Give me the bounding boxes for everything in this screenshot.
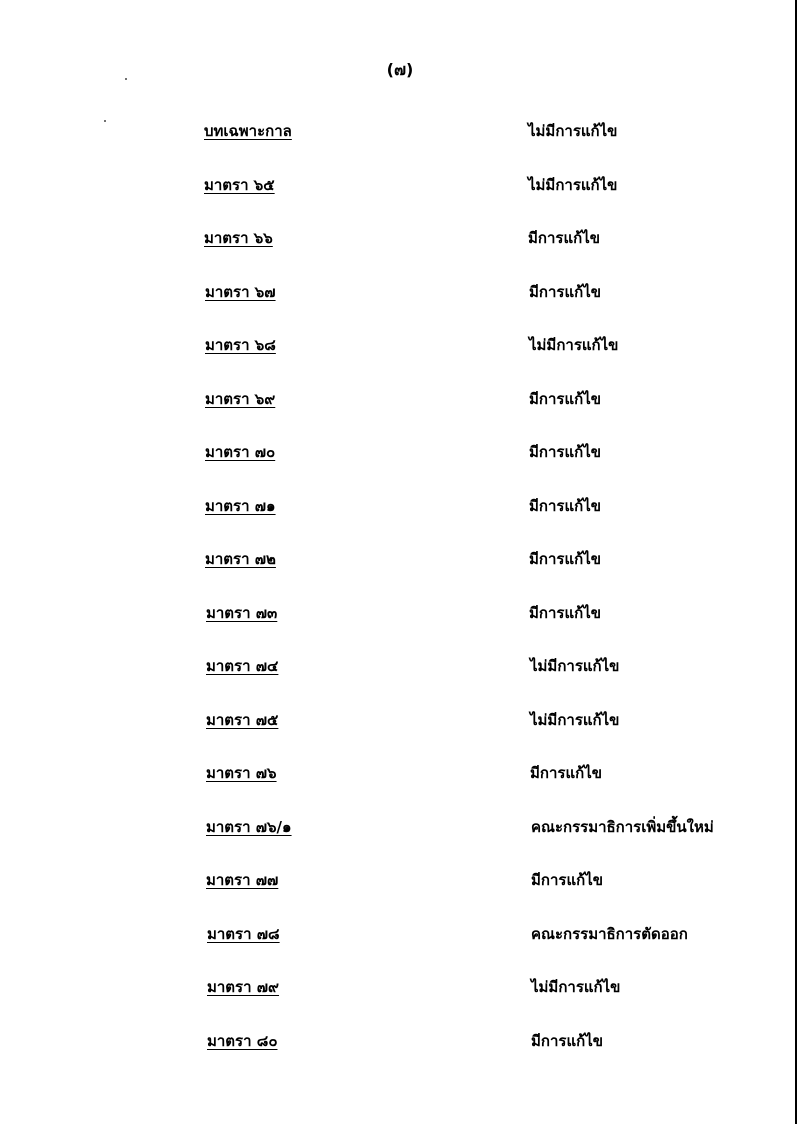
section-label: บทเฉพาะกาล xyxy=(204,122,292,140)
section-label: มาตรา ๗๙ xyxy=(207,978,280,996)
amendment-status: ไม่มีการแก้ไข xyxy=(530,711,620,729)
section-label: มาตรา ๗๕ xyxy=(206,711,279,729)
amendment-status: มีการแก้ไข xyxy=(529,283,601,301)
section-label: มาตรา ๖๕ xyxy=(204,176,275,194)
section-label: มาตรา ๖๙ xyxy=(205,390,276,408)
list-item xyxy=(0,761,800,791)
amendment-status: ไม่มีการแก้ไข xyxy=(529,336,619,354)
amendment-status: มีการแก้ไข xyxy=(529,497,601,515)
amendment-status: คณะกรรมาธิการตัดออก xyxy=(531,925,688,943)
list-item xyxy=(0,333,800,363)
list-item xyxy=(0,173,800,203)
list-item xyxy=(0,922,800,952)
section-label: มาตรา ๖๖ xyxy=(204,229,273,247)
section-label: มาตรา ๗๒ xyxy=(205,550,276,568)
section-label: มาตรา ๗๗ xyxy=(206,871,279,889)
amendment-status: ไม่มีการแก้ไข xyxy=(528,122,618,140)
section-label: มาตรา ๗๖/๑ xyxy=(206,818,292,836)
section-label: มาตรา ๗๐ xyxy=(205,443,276,461)
amendment-status: มีการแก้ไข xyxy=(528,229,600,247)
amendment-status: ไม่มีการแก้ไข xyxy=(530,657,620,675)
section-label: มาตรา ๗๘ xyxy=(207,925,280,943)
amendment-status: ไม่มีการแก้ไข xyxy=(528,176,618,194)
section-label: มาตรา ๗๑ xyxy=(205,497,276,515)
list-item xyxy=(0,547,800,577)
amendment-status: มีการแก้ไข xyxy=(531,1032,603,1050)
list-item xyxy=(0,440,800,470)
amendment-status: มีการแก้ไข xyxy=(530,764,602,782)
section-label: มาตรา ๘๐ xyxy=(207,1032,278,1050)
section-label: มาตรา ๗๓ xyxy=(206,604,278,622)
amendment-status: มีการแก้ไข xyxy=(529,550,601,568)
list-item xyxy=(0,1029,800,1059)
amendment-status: มีการแก้ไข xyxy=(529,443,601,461)
list-item xyxy=(0,975,800,1005)
list-item xyxy=(0,119,800,149)
list-item xyxy=(0,387,800,417)
amendment-status: ไม่มีการแก้ไข xyxy=(531,978,621,996)
section-label: มาตรา ๗๔ xyxy=(206,657,279,675)
amendment-status: มีการแก้ไข xyxy=(529,604,601,622)
list-item xyxy=(0,708,800,738)
amendment-status: มีการแก้ไข xyxy=(529,390,601,408)
section-label: มาตรา ๖๘ xyxy=(205,336,276,354)
amendment-status: มีการแก้ไข xyxy=(531,871,603,889)
list-item xyxy=(0,815,800,845)
list-item xyxy=(0,868,800,898)
list-item xyxy=(0,654,800,684)
section-label: มาตรา ๖๗ xyxy=(205,283,276,301)
list-item xyxy=(0,280,800,310)
list-item xyxy=(0,601,800,631)
section-label: มาตรา ๗๖ xyxy=(206,764,277,782)
page-number: (๗) xyxy=(386,60,414,79)
list-item xyxy=(0,494,800,524)
list-item xyxy=(0,226,800,256)
amendment-status: คณะกรรมาธิการเพิ่มขึ้นใหม่ xyxy=(531,818,714,836)
